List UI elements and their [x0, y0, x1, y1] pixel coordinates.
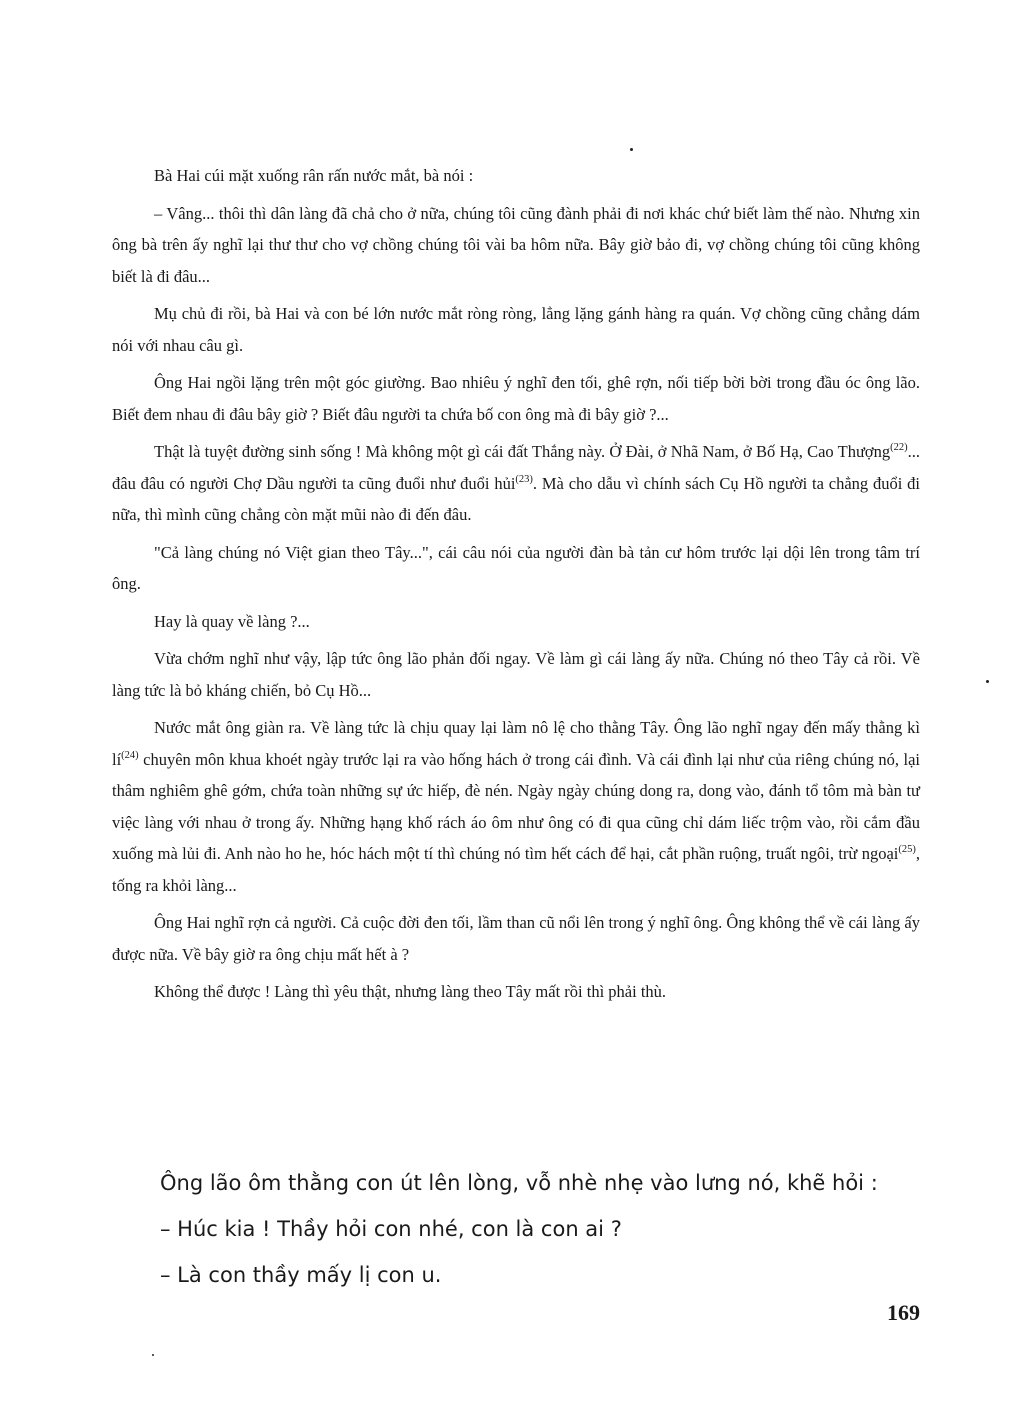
footnote-ref-24: (24) [121, 749, 139, 761]
scan-speck [152, 1354, 154, 1356]
paragraph [112, 712, 920, 901]
paragraph: Ông Hai nghĩ rợn cả người. Cả cuộc đời đen tối, lầm than cũ nổi lên trong ý nghĩ ông. Ông không thể về cái làng ấy được nữa. Về bây giờ ra ông chịu mất hết à ? [112, 913, 920, 964]
paragraph: Không thể được ! Làng thì yêu thật, nhưng làng theo Tây mất rồi thì phải thù. [154, 982, 667, 1001]
paragraph: Ông Hai ngồi lặng trên một góc giường. Bao nhiêu ý nghĩ đen tối, ghê rợn, nối tiếp bời bời trong đầu óc ông lão. Biết đem nhau đi đâu bây giờ ? Biết đâu người ta chứa bố con ông mà đi bây giờ ?... [112, 373, 920, 424]
paragraph: Vừa chớm nghĩ như vậy, lập tức ông lão phản đối ngay. Về làm gì cái làng ấy nữa. Chúng nó theo Tây cả rồi. Về làng tức là bỏ kháng chiến, bỏ Cụ Hồ... [112, 649, 920, 700]
scan-speck [630, 148, 633, 151]
paragraph: – Vâng... thôi thì dân làng đã chả cho ở nữa, chúng tôi cũng đành phải đi nơi khác chứ biết làm thế nào. Nhưng xin ông bà trên ấy nghĩ lại thư thư cho vợ chồng chúng tôi vài ba hôm nữa. Bây giờ bảo đi, vợ chồng chúng tôi cũng không biết là đi đâu... [112, 203, 920, 286]
paragraph: "Cả làng chúng nó Việt gian theo Tây...", cái câu nói của người đàn bà tản cư hôm trước lại dội lên trong tâm trí ông. [112, 542, 920, 593]
footnote-ref-25: (25) [898, 844, 916, 855]
scan-speck [986, 680, 989, 683]
paragraph [112, 436, 920, 531]
dialogue-block [112, 1160, 920, 1298]
paragraph: Hay là quay về làng ?... [154, 611, 310, 631]
dialogue-line: – Là con thầy mấy lị con u. [160, 1263, 442, 1287]
footnote-ref-23: (23) [515, 473, 533, 485]
paragraph-text: Thật là tuyệt đường sinh sống ! Mà không một gì cái đất Thắng này. Ở Đài, ở Nhã Nam, ở Bố Hạ, Cao Thượng [154, 442, 891, 461]
paragraph-text: ... đâu đâu có người Chợ Dầu người ta cũng đuổi như đuổi hủi [112, 442, 920, 493]
paragraph: Bà Hai cúi mặt xuống rân rấn nước mắt, bà nói : [154, 166, 474, 185]
paragraph-text: chuyên môn khua khoét ngày trước lại ra vào hống hách ở trong cái đình. Và cái đình lại như của riêng chúng nó, lại thâm nghiêm ghê gớm, chứa toàn những sự ức hiếp, đè nén. Ngày ngày chúng dong ra, dong vào, đánh tổ tôm mà bàn tư việc làng với nhau ở trong ấy. Những hạng khố rách áo ôm như ông có đi qua cũng chỉ dám liếc trộm vào, rồi cắm đầu xuống mà lủi đi. Anh nào ho he, hóc hách một tí thì chúng nó tìm hết cách để hại, cắt phần ruộng, truất ngôi, trừ ngoại [112, 749, 920, 863]
paragraph: Mụ chủ đi rồi, bà Hai và con bé lớn nước mắt ròng ròng, lẳng lặng gánh hàng ra quán. Vợ chồng cũng chẳng dám nói với nhau câu gì. [112, 304, 920, 355]
paragraph-text: , tống ra khỏi làng... [112, 844, 920, 895]
paragraph-text: . Mà cho dẫu vì chính sách Cụ Hồ người ta chẳng đuổi đi nữa, thì mình cũng chẳng còn mặt mũi nào đi đến đâu. [112, 473, 920, 524]
dialogue-line: Ông lão ôm thằng con út lên lòng, vỗ nhè nhẹ vào lưng nó, khẽ hỏi : [160, 1171, 878, 1195]
dialogue-line: – Húc kia ! Thầy hỏi con nhé, con là con ai ? [160, 1217, 622, 1241]
paragraph-text: Nước mắt ông giàn ra. Về làng tức là chịu quay lại làm nô lệ cho thằng Tây. Ông lão nghĩ ngay đến mấy thằng kì lí [112, 718, 920, 769]
page-number: 169 [887, 1300, 920, 1325]
footnote-ref-22: (22) [890, 442, 908, 453]
body-text [112, 160, 920, 1014]
